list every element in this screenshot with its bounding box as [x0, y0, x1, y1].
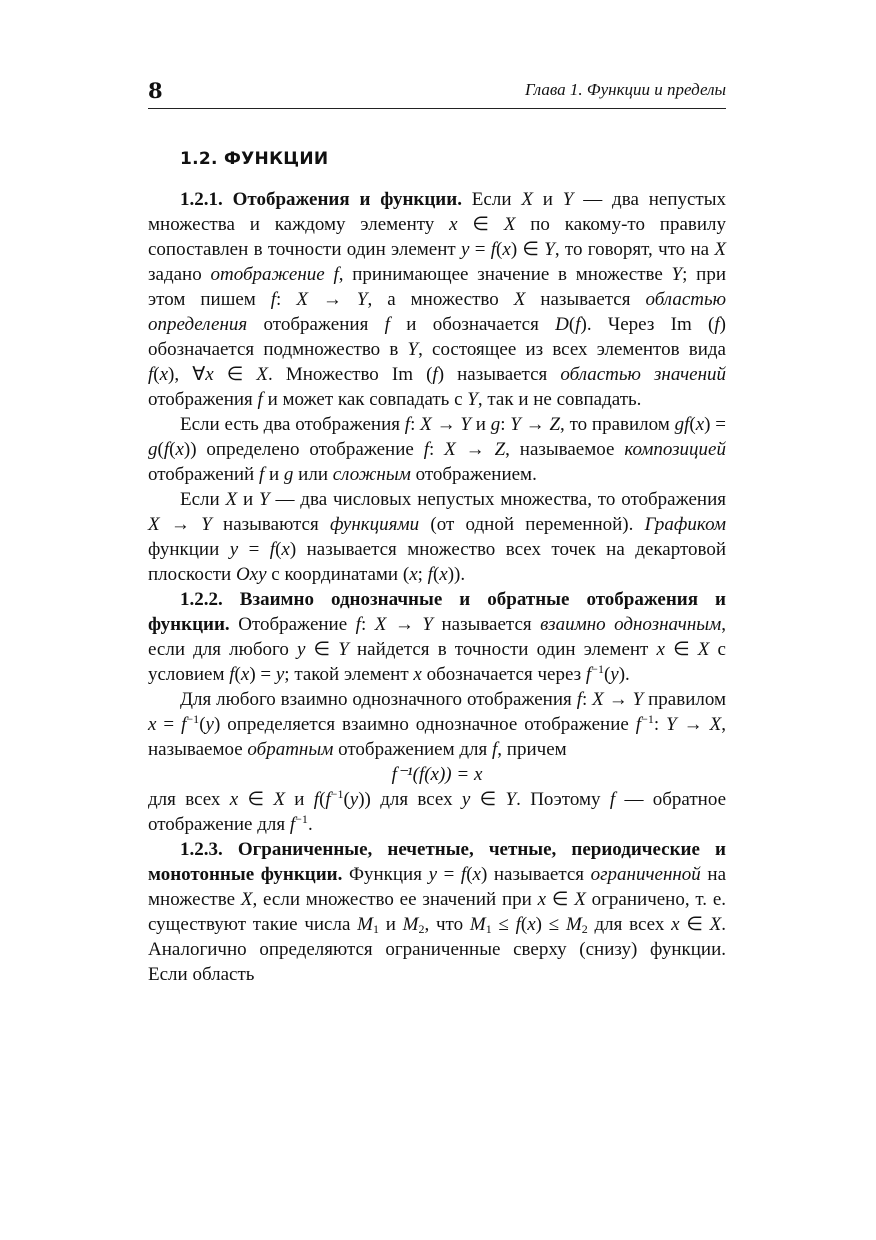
subsection-title: 1.2.1. Отображения и функции. — [180, 189, 462, 210]
term: композицией — [624, 439, 726, 460]
paragraph: 1.2.3. Ограниченные, нечетные, четные, периодические и монотонные функции. Функция y = f(x) называется ограниченной на множестве X, если множество ее значений при x ∈ X ограничено, т. е. существуют такие числа $M_1$ и $M_2$, что $M_1 \le f(x) \le M_2$ для всех x ∈ X. Аналогично определяются ограниченные сверху (снизу) функции. Если область — [148, 839, 727, 985]
body-text — [148, 187, 726, 987]
subsection-title: 1.2.2. Взаимно однозначные и обратные отображения и функции. — [148, 589, 726, 635]
page-number: 8 — [148, 78, 163, 103]
paragraph: 1.2.1. Отображения и функции. Если X и Y — два непустых множества и каждому элементу x ∈ X по какому-то правилу сопоставлен в точности один элемент y = f(x) ∈ Y, то говорят, что на X задано отображение f, принимающее значение в множестве Y; при этом пишем f: X → Y, а множество X называется областью определения отображения f и обозначается D(f). Через Im (f) обозначается подмножество в Y, состоящее из всех элементов вида f(x), ∀x ∈ X. Множество Im (f) называется областью значений отображения f и может как совпадать с Y, так и не совпадать. — [148, 189, 727, 410]
paragraph: 1.2.2. Взаимно однозначные и обратные отображения и функции. Отображение f: X → Y называется взаимно однозначным, если для любого y ∈ Y найдется в точности один элемент x ∈ X с условием f(x) = y; такой элемент x обозначается через $f^{-1}(y)$. — [148, 589, 726, 685]
running-head: Глава 1. Функции и пределы — [525, 80, 726, 99]
paragraph: Если есть два отображения f: X → Y и g: Y → Z, то правилом gf(x) = g(f(x)) определено отображение f: X → Z, называемое композицией отображений f и g или сложным отображением. — [148, 414, 726, 485]
term: ограниченной — [590, 864, 701, 885]
term: областью значений — [560, 364, 727, 385]
term: областью определения — [148, 289, 727, 335]
paragraph: для всех x ∈ X и $f(f^{-1}(y))$ для всех y ∈ Y. Поэтому f — обратное отображение для $f^{-1}$. — [148, 787, 727, 835]
paragraph: Если X и Y — два числовых непустых множества, то отображения X → Y называются функциями (от одной переменной). Графиком функции y = f(x) называется множество всех точек на декартовой плоскости Oxy с координатами (x; f(x)). — [148, 489, 727, 585]
term: Графиком — [644, 514, 726, 535]
header-rule — [148, 108, 726, 109]
paragraph: Для любого взаимно однозначного отображения f: X → Y правилом $x = f^{-1}(y)$ определяется взаимно однозначное отображение $f^{-1}$: Y → X, называемое обратным отображением для f, причем — [148, 689, 727, 760]
term: отображение — [210, 264, 325, 285]
term: взаимно однозначным — [540, 614, 722, 635]
term: обратным — [247, 739, 334, 760]
term: функциями — [330, 514, 420, 535]
term: сложным — [332, 464, 411, 485]
subsection-title: 1.2.3. Ограниченные, нечетные, четные, периодические и монотонные функции. — [148, 839, 726, 885]
section-title: 1.2. ФУНКЦИИ — [180, 149, 329, 169]
formula: f⁻¹(f(x)) = x — [391, 764, 483, 785]
